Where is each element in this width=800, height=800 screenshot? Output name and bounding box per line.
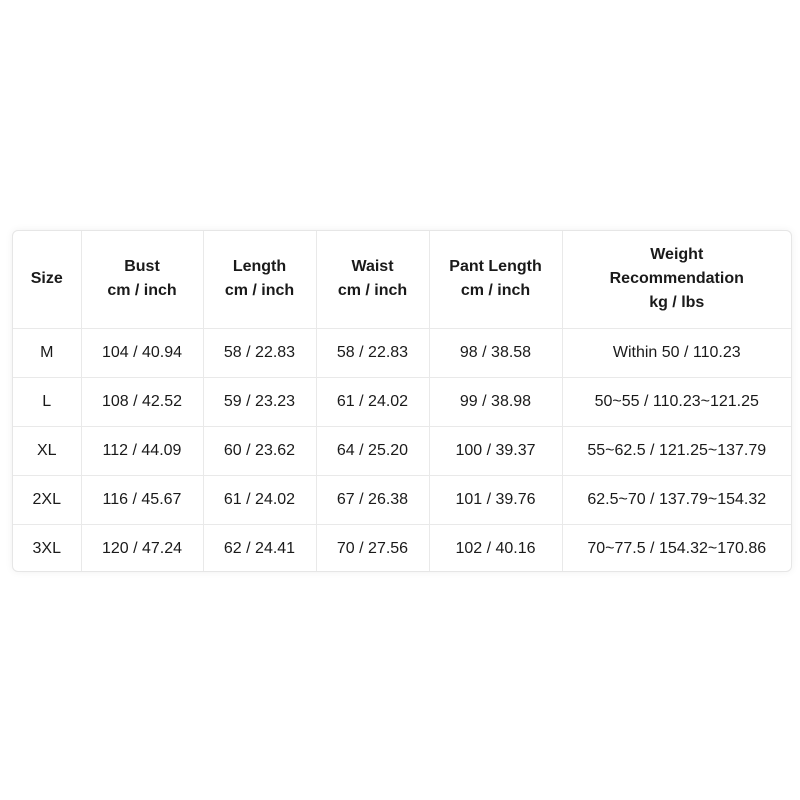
header-pant-length <box>429 231 562 328</box>
header-size-label: Size <box>30 270 63 288</box>
header-weight-label: Weight <box>650 246 704 264</box>
cell-length: 62 / 24.41 <box>203 524 316 572</box>
cell-pant-length: 102 / 40.16 <box>429 524 562 572</box>
cell-size: 3XL <box>13 524 81 572</box>
header-bust <box>81 231 203 328</box>
header-bust-label: Bust <box>124 258 160 276</box>
header-weight-recommendation <box>562 231 791 328</box>
size-chart <box>12 230 792 572</box>
size-table <box>13 231 791 572</box>
cell-pant-length: 98 / 38.58 <box>429 328 562 377</box>
cell-size: M <box>13 328 81 377</box>
header-weight-unit: kg / lbs <box>649 294 705 312</box>
cell-size: 2XL <box>13 475 81 524</box>
cell-weight: 70~77.5 / 154.32~170.86 <box>587 539 767 557</box>
cell-weight: Within 50 / 110.23 <box>562 328 791 377</box>
cell-waist: 67 / 26.38 <box>316 475 429 524</box>
cell-bust: 104 / 40.94 <box>81 328 203 377</box>
cell-bust: 116 / 45.67 <box>81 475 203 524</box>
cell-size: L <box>13 377 81 426</box>
cell-weight: 62.5~70 / 137.79~154.32 <box>562 475 791 524</box>
header-length-label: Length <box>232 258 287 276</box>
table-row <box>13 524 791 572</box>
cell-waist: 64 / 25.20 <box>316 426 429 475</box>
cell-bust: 112 / 44.09 <box>81 426 203 475</box>
table-row <box>13 377 791 426</box>
header-pant-length-unit: cm / inch <box>460 282 531 300</box>
header-size <box>13 231 81 328</box>
header-waist <box>316 231 429 328</box>
cell-length: 60 / 23.62 <box>203 426 316 475</box>
table-row <box>13 328 791 377</box>
cell-waist: 61 / 24.02 <box>316 377 429 426</box>
cell-waist: 58 / 22.83 <box>316 328 429 377</box>
header-waist-label: Waist <box>351 258 394 276</box>
cell-weight: 55~62.5 / 121.25~137.79 <box>562 426 791 475</box>
table-row <box>13 426 791 475</box>
table-row <box>13 475 791 524</box>
header-length-unit: cm / inch <box>224 282 295 300</box>
cell-bust: 108 / 42.52 <box>81 377 203 426</box>
header-pant-length-label: Pant Length <box>449 258 542 276</box>
cell-length: 59 / 23.23 <box>203 377 316 426</box>
header-bust-unit: cm / inch <box>107 282 177 300</box>
cell-bust: 120 / 47.24 <box>81 524 203 572</box>
cell-pant-length: 100 / 39.37 <box>429 426 562 475</box>
header-waist-unit: cm / inch <box>337 282 408 300</box>
cell-pant-length: 99 / 38.98 <box>429 377 562 426</box>
cell-waist: 70 / 27.56 <box>316 524 429 572</box>
cell-length: 61 / 24.02 <box>203 475 316 524</box>
header-length <box>203 231 316 328</box>
cell-length: 58 / 22.83 <box>203 328 316 377</box>
header-row <box>13 231 791 328</box>
header-recommendation-label: Recommendation <box>609 270 744 288</box>
cell-size: XL <box>13 426 81 475</box>
cell-weight: 50~55 / 110.23~121.25 <box>562 377 791 426</box>
cell-pant-length: 101 / 39.76 <box>429 475 562 524</box>
